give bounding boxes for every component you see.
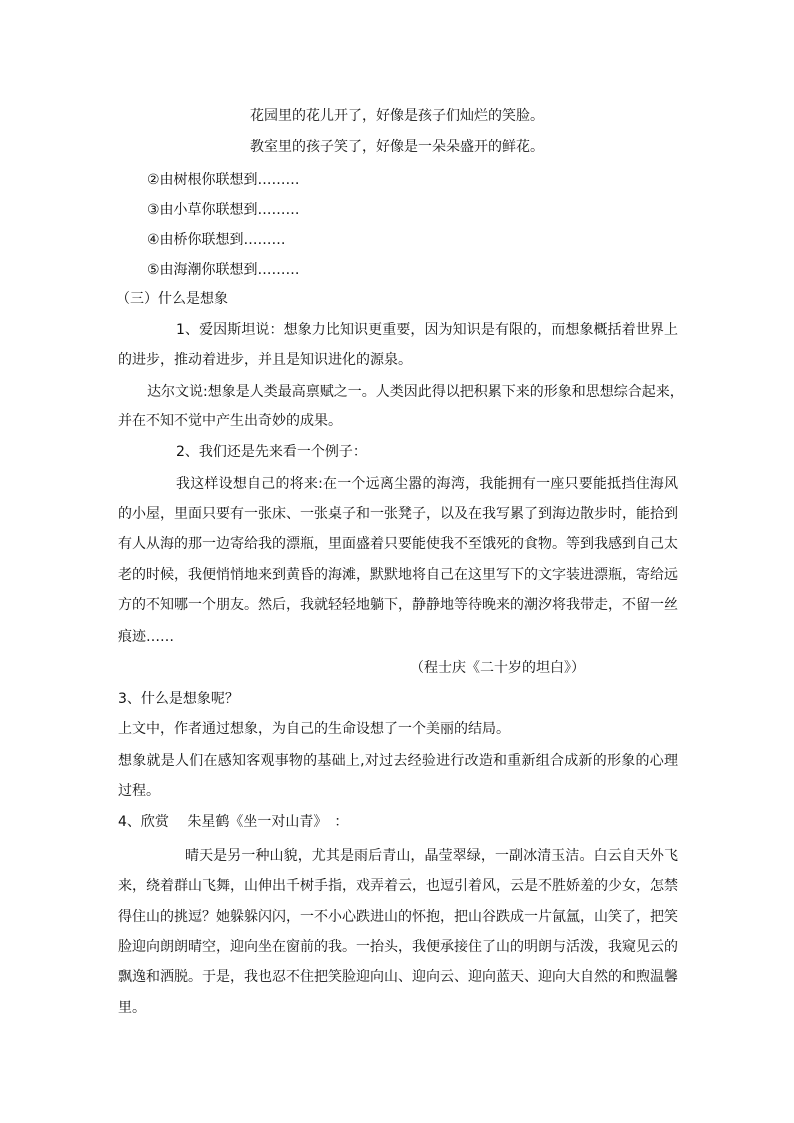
definition-line-1: 想象就是人们在感知客观事物的基础上,对过去经验进行改造和重新组合成新的形象的心理 [118, 753, 678, 769]
poem-line-1: 花园里的花儿开了，好像是孩子们灿烂的笑脸。 [250, 108, 544, 124]
example-line-6: 痕迹…… [118, 629, 174, 645]
list-item: ⑤由海潮你联想到……… [147, 262, 300, 278]
section-heading: （三）什么是想象 [116, 291, 228, 307]
appreciation-line-6: 里。 [118, 1000, 146, 1016]
einstein-quote-line-1: 1、爱因斯坦说：想象力比知识更重要，因为知识是有限的，而想象概括着世界上 [176, 322, 678, 338]
example-line-2: 的小屋，里面只要有一张床、一张桌子和一张凳子，以及在我写累了到海边散步时，能拾到 [118, 506, 678, 522]
answer-line: 上文中，作者通过想象，为自己的生命设想了一个美丽的结局。 [118, 721, 510, 737]
example-line-3: 有人从海的那一边寄给我的漂瓶，里面盛着只要能使我不至饿死的食物。等到我感到自己太 [118, 536, 678, 552]
question-3: 3、什么是想象呢？ [118, 691, 239, 707]
example-line-5: 方的不知哪一个朋友。然后，我就轻轻地躺下，静静地等待晚来的潮汐将我带走，不留一丝 [118, 597, 678, 613]
poem-line-2: 教室里的孩子笑了，好像是一朵朵盛开的鲜花。 [250, 139, 544, 155]
darwin-quote-line-2: 并在不知不觉中产生出奇妙的成果。 [118, 413, 342, 429]
question-4: 4、欣赏 朱星鹤《坐一对山青》 ： [118, 814, 349, 830]
definition-line-2: 过程。 [118, 783, 160, 799]
appreciation-line-1: 晴天是另一种山貌，尤其是雨后青山，晶莹翠绿，一副冰清玉洁。白云自天外飞 [185, 848, 678, 864]
citation: （程士庆《二十岁的坦白》） [410, 660, 585, 676]
appreciation-line-3: 得住山的挑逗？她躲躲闪闪，一不小心跌进山的怀抱，把山谷跌成一片氤氲，山笑了，把笑 [118, 909, 678, 925]
example-line-1: 我这样设想自己的将来:在一个远离尘嚣的海湾，我能拥有一座只要能抵挡住海风 [176, 476, 678, 492]
list-item: ②由树根你联想到……… [147, 172, 300, 188]
list-item: ③由小草你联想到……… [147, 202, 300, 218]
appreciation-line-2: 来，绕着群山飞舞，山伸出千树手指，戏弄着云，也逗引着风，云是不胜娇羞的少女，怎禁 [118, 878, 678, 894]
example-line-4: 老的时候，我便悄悄地来到黄昏的海滩，默默地将自己在这里写下的文字装进漂瓶，寄给远 [118, 567, 678, 583]
appreciation-line-5: 飘逸和洒脱。于是，我也忍不住把笑脸迎向山、迎向云、迎向蓝天、迎向大自然的和煦温馨 [118, 969, 678, 985]
einstein-quote-line-2: 的进步，推动着进步，并且是知识进化的源泉。 [118, 352, 412, 368]
darwin-quote-line-1: 达尔文说:想象是人类最高禀赋之一。人类因此得以把积累下来的形象和思想综合起来， [147, 384, 684, 400]
example-intro: 2、我们还是先来看一个例子： [176, 444, 367, 460]
list-item: ④由桥你联想到……… [147, 232, 286, 248]
appreciation-line-4: 脸迎向朗朗晴空，迎向坐在窗前的我。一抬头，我便承接住了山的明朗与活泼，我窥见云的 [118, 939, 678, 955]
